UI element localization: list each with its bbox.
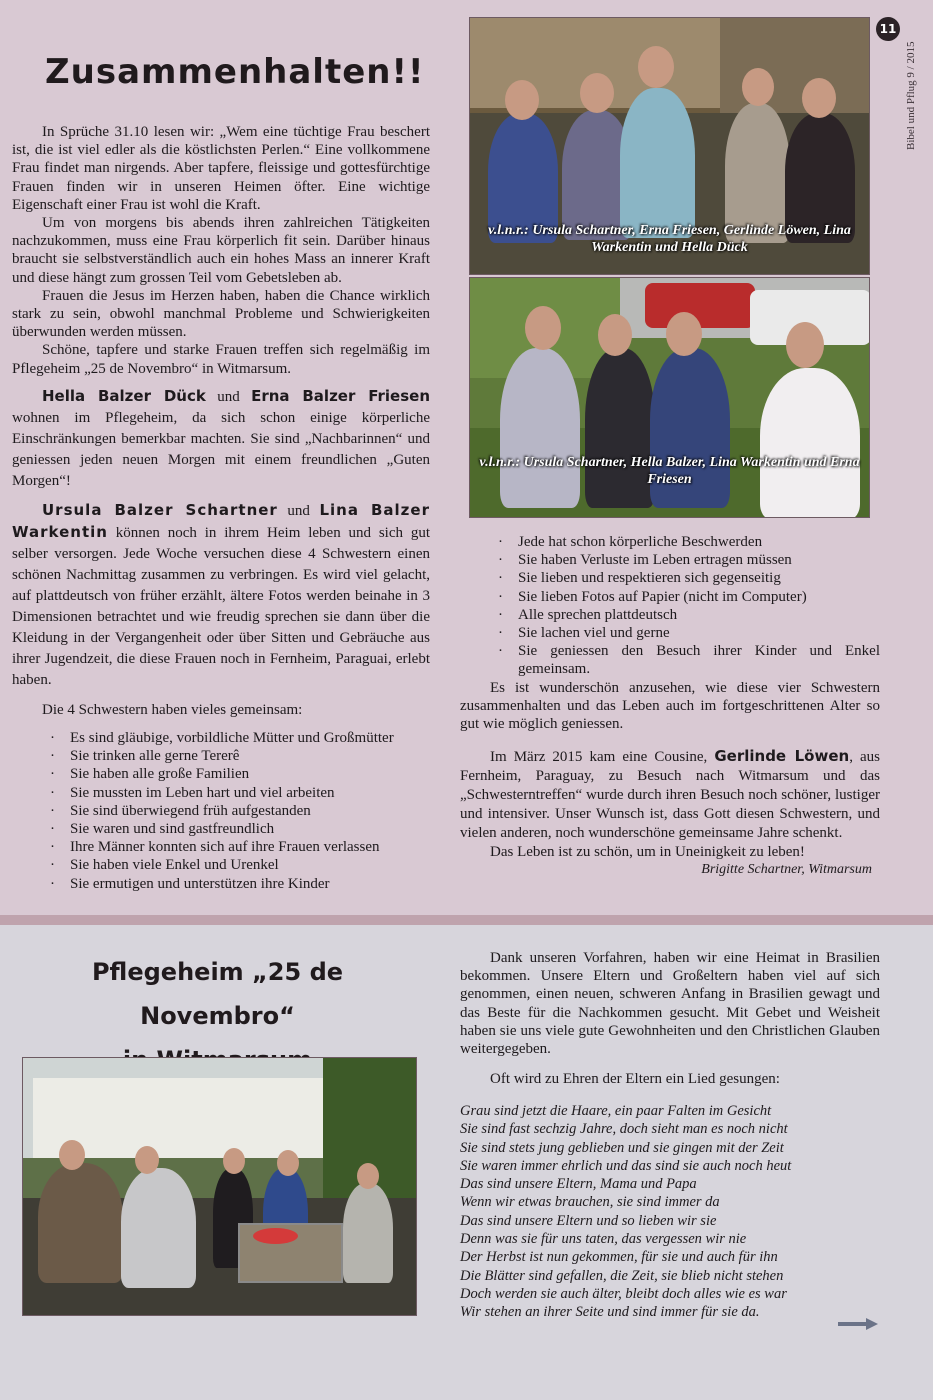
lyric-line: Wir stehen an ihrer Seite und sind immer für sie da. bbox=[460, 1304, 760, 1321]
author-credit: Brigitte Schartner, Witmarsum bbox=[701, 862, 872, 878]
paragraph: Hella Balzer Dück und Erna Balzer Friesen wohnen im Pflegeheim, da sich schon einige körperliche Einschränkungen bemerkbar machten. Sie sind „Nachbarinnen“ und geniessen jeden neuen Morgen mit einem freundlichen „Guten Morgen“! bbox=[12, 386, 430, 489]
list-item: · Alle sprechen plattdeutsch bbox=[490, 606, 880, 624]
list-item: · Sie trinken alle gerne Tererê bbox=[42, 747, 430, 765]
lyric-line: Der Herbst ist nun gekommen, für sie und auch für ihn bbox=[460, 1249, 778, 1266]
list-item: · Jede hat schon körperliche Beschwerden bbox=[490, 533, 880, 551]
list-item: · Sie lieben und respektieren sich gegenseitig bbox=[490, 569, 880, 587]
person-name: Lina Balzer Warkentin bbox=[12, 500, 430, 541]
paragraph: In Sprüche 31.10 lesen wir: „Wem eine tüchtige Frau beschert ist, die ist viel edler als die köstlichsten Perlen.“ Eine vollkommene Frau findet man nirgends. Aber tapfere, fleissige und gottesfürchtige Frauen finden wir in unseren Heimen öfter. Eine wichtige Eigenschaft einer Frau ist wohl die Kraft. bbox=[12, 124, 430, 213]
article-title: Zusammenhalten!! bbox=[45, 52, 425, 92]
common-traits-list bbox=[42, 729, 430, 893]
article-right-column bbox=[460, 533, 880, 880]
paragraph: Oft wird zu Ehren der Eltern ein Lied gesungen: bbox=[490, 1071, 780, 1088]
list-item: · Sie mussten im Leben hart und viel arbeiten bbox=[42, 784, 430, 802]
photo-sisters-garden bbox=[469, 277, 870, 518]
section-divider bbox=[0, 915, 933, 925]
article-bottom-right-column bbox=[460, 949, 880, 1088]
lyric-line: Grau sind jetzt die Haare, ein paar Falten im Gesicht bbox=[460, 1103, 772, 1119]
paragraph: Dank unseren Vorfahren, haben wir eine Heimat in Brasilien bekommen. Unsere Eltern und Großeltern haben viel auf sich genommen, einen neuen, schweren Anfang in Brasilien gewagt und das Beste für die Nachkommen gesucht. Mit Gebet und Weisheit haben sie uns viele gute Gewohnheiten und den Christlichen Glauben weitergegeben. bbox=[460, 950, 880, 1058]
list-item: · Sie geniessen den Besuch ihrer Kinder und Enkel gemeinsam. bbox=[490, 642, 880, 678]
paragraph: Das Leben ist zu schön, um in Uneinigkeit zu leben! bbox=[490, 844, 805, 861]
paragraph: Schöne, tapfere und starke Frauen treffen sich regelmäßig im Pflegeheim „25 de Novembro“ in Witmarsum. bbox=[12, 342, 430, 377]
person-name: Hella Balzer Dück bbox=[42, 386, 206, 405]
paragraph: Ursula Balzer Schartner und Lina Balzer Warkentin können noch in ihrem Heim leben und sich gut selber versorgen. Jede Woche versuchen diese 4 Schwestern einen schönen Nachmittag zusammen zu verbringen. Es wird viel gelacht, auf plattdeutsch von früher erzählt, ältere Fotos werden beinahe in 3 Dimensionen betrachtet und wie freudig sprechen sie dann über die Kleidung in der Vergangenheit oder über Sitten und Gebräuche aus ihrer Jugendzeit, die diese Frauen noch in Fernheim, Paraguai, erlebt haben. bbox=[12, 500, 430, 688]
person-name: Erna Balzer Friesen bbox=[251, 386, 430, 405]
person-name: Ursula Balzer Schartner bbox=[42, 500, 278, 519]
photo-caption: v.l.n.r.: Ursula Schartner, Erna Friesen, Gerlinde Löwen, Lina Warkentin und Hella Dück bbox=[488, 223, 851, 255]
photo-nursing-home bbox=[22, 1057, 417, 1316]
photo-caption: v.l.n.r.: Ursula Schartner, Hella Balzer, Lina Warkentin und Erna Friesen bbox=[479, 455, 860, 487]
list-item: · Sie haben Verluste im Leben ertragen müssen bbox=[490, 551, 880, 569]
list-item: · Sie lieben Fotos auf Papier (nicht im Computer) bbox=[490, 588, 880, 606]
lyric-line: Die Blätter sind gefallen, die Zeit, sie blieb nicht stehen bbox=[460, 1267, 784, 1284]
lyric-line: Das sind unsere Eltern und so lieben wir sie bbox=[460, 1212, 717, 1229]
list-item: · Sie haben alle große Familien bbox=[42, 765, 430, 783]
photo-sisters-sofa bbox=[469, 17, 870, 275]
lyric-line: Doch werden sie auch älter, bleibt doch alles wie es war bbox=[460, 1285, 787, 1302]
article-left-column bbox=[12, 123, 430, 893]
list-item: · Sie ermutigen und unterstützen ihre Kinder bbox=[42, 875, 430, 893]
paragraph: Die 4 Schwestern haben vieles gemeinsam: bbox=[42, 701, 303, 718]
lyric-line: Denn was sie für uns taten, das vergessen wir nie bbox=[460, 1231, 747, 1248]
paragraph: Im März 2015 kam eine Cousine, Gerlinde Löwen, aus Fernheim, Paraguay, zu Besuch nach Witmarsum und das „Schwesterntreffen“ wurde durch ihren Besuch noch schöner, lustiger und intensiver. Unser Wunsch ist, dass Gott diesen Schwestern, und vielen anderen, noch wunderschöne gemeinsame Jahre schenkt. bbox=[460, 747, 880, 842]
shared-experiences-list bbox=[490, 533, 880, 679]
lyric-line: Sie sind stets jung geblieben und sie gingen mit der Zeit bbox=[460, 1139, 784, 1156]
person-name: Gerlinde Löwen bbox=[714, 747, 850, 766]
section-title: Pflegeheim „25 de Novembro“ bbox=[91, 958, 344, 1030]
song-lyrics bbox=[460, 1102, 791, 1322]
page-number-badge: 11 bbox=[876, 17, 900, 41]
magazine-issue-label: Bibel und Pflug 9 / 2015 bbox=[905, 41, 917, 150]
lyric-line: Wenn wir etwas brauchen, sie sind immer da bbox=[460, 1194, 720, 1211]
list-item: · Sie sind überwiegend früh aufgestanden bbox=[42, 802, 430, 820]
paragraph: Es ist wunderschön anzusehen, wie diese vier Schwestern zusammenhalten und das Leben auch im fortgeschrittenen Alter so gut wie möglich geniessen. bbox=[460, 679, 880, 733]
list-item: · Sie waren und sind gastfreundlich bbox=[42, 820, 430, 838]
lyric-line: Das sind unsere Eltern, Mama und Papa bbox=[460, 1176, 697, 1193]
lyric-line: Sie sind fast sechzig Jahre, doch sieht man es noch nicht bbox=[460, 1121, 788, 1138]
list-item: · Sie haben viele Enkel und Urenkel bbox=[42, 856, 430, 874]
paragraph: Um von morgens bis abends ihren zahlreichen Tätigkeiten nachzukommen, muss eine Frau körperlich fit sein. Darüber hinaus braucht sie selbstverständlich auch ein hohes Mass an innerer Kraft und diese hängt zum grossen Teil vom Gebetsleben ab. bbox=[12, 215, 430, 286]
list-item: · Ihre Männer konnten sich auf ihre Frauen verlassen bbox=[42, 838, 430, 856]
list-item: · Sie lachen viel und gerne bbox=[490, 624, 880, 642]
arrow-right-icon bbox=[838, 1318, 878, 1330]
list-item: · Es sind gläubige, vorbildliche Mütter und Großmütter bbox=[42, 729, 430, 747]
lyric-line: Sie waren immer ehrlich und das sind sie auch noch heut bbox=[460, 1157, 792, 1174]
paragraph: Frauen die Jesus im Herzen haben, haben die Chance wirklich stark zu sein, obwohl manchmal Probleme und Schwierigkeiten überwunden werden müssen. bbox=[12, 287, 430, 341]
